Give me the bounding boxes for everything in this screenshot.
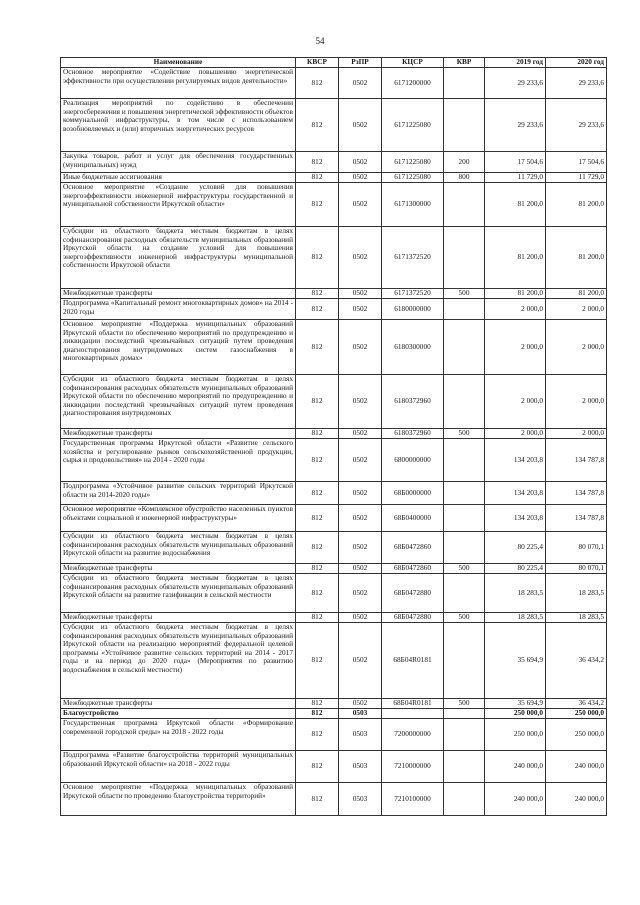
- row-kvr-cell: 500: [444, 564, 485, 574]
- row-kvsr-cell: 812: [296, 623, 339, 699]
- row-kvr-cell: [444, 375, 485, 429]
- row-kcsr-cell: 6180372960: [382, 375, 444, 429]
- row-2020-cell: 134 787,8: [546, 439, 607, 482]
- row-rzpr-cell: 0502: [339, 482, 382, 505]
- row-kvr-cell: [444, 709, 485, 719]
- row-rzpr-cell: 0502: [339, 564, 382, 574]
- row-2019-cell: 2 000,0: [485, 429, 546, 439]
- row-kvsr-cell: 812: [296, 299, 339, 320]
- row-kcsr-cell: 6171372520: [382, 227, 444, 289]
- table-row: [61, 375, 607, 429]
- row-kcsr-cell: 6180000000: [382, 299, 444, 320]
- row-2019-cell: 18 283,5: [485, 613, 546, 623]
- row-kcsr-cell: 7210000000: [382, 751, 444, 783]
- row-name-cell: Межбюджетные трансферты: [61, 429, 296, 439]
- row-rzpr-cell: 0502: [339, 227, 382, 289]
- row-kvr-cell: [444, 320, 485, 375]
- row-kvr-cell: [444, 574, 485, 613]
- row-kvsr-cell: 812: [296, 68, 339, 99]
- row-kvr-cell: [444, 505, 485, 532]
- row-2019-cell: 81 200,0: [485, 227, 546, 289]
- table-row: [61, 289, 607, 299]
- table-row: [61, 299, 607, 320]
- row-kcsr-cell: 68Б0472860: [382, 564, 444, 574]
- row-rzpr-cell: 0503: [339, 719, 382, 751]
- table-row: [61, 709, 607, 719]
- row-2019-cell: 81 200,0: [485, 183, 546, 227]
- row-kcsr-cell: 6800000000: [382, 439, 444, 482]
- row-rzpr-cell: 0502: [339, 99, 382, 152]
- row-2020-cell: 2 000,0: [546, 429, 607, 439]
- page-number: 54: [315, 36, 325, 46]
- row-kcsr-cell: 6171200000: [382, 68, 444, 99]
- row-kvsr-cell: 812: [296, 482, 339, 505]
- row-name-cell: Государственная программа Иркутской области «Формирование современной городской среды» на 2018 - 2022 годы: [61, 719, 296, 751]
- col-header-2019: 2019 год: [485, 58, 546, 68]
- row-rzpr-cell: 0502: [339, 68, 382, 99]
- row-kcsr-cell: 6171300000: [382, 183, 444, 227]
- table-row: [61, 613, 607, 623]
- row-name-cell: Субсидии из областного бюджета местным бюджетам в целях софинансирования расходных обязательств муниципальных образований Иркутской области на развитие газификации в сельской местности: [61, 574, 296, 613]
- row-kvsr-cell: 812: [296, 532, 339, 564]
- col-header-name: Наименование: [61, 58, 296, 68]
- row-2019-cell: 134 203,8: [485, 505, 546, 532]
- row-kvsr-cell: 812: [296, 719, 339, 751]
- row-2019-cell: 35 694,9: [485, 623, 546, 699]
- row-kcsr-cell: 7210100000: [382, 783, 444, 816]
- row-2019-cell: 2 000,0: [485, 299, 546, 320]
- row-2019-cell: 29 233,6: [485, 68, 546, 99]
- row-name-cell: Основное мероприятие «Поддержка муниципальных образований Иркутской области по проведению благоустройства территорий»: [61, 783, 296, 816]
- row-kvsr-cell: 812: [296, 783, 339, 816]
- row-2020-cell: 18 283,5: [546, 613, 607, 623]
- table-row: [61, 227, 607, 289]
- row-rzpr-cell: 0502: [339, 439, 382, 482]
- row-kvsr-cell: 812: [296, 320, 339, 375]
- row-kvr-cell: [444, 719, 485, 751]
- row-2020-cell: 2 000,0: [546, 299, 607, 320]
- row-kvr-cell: [444, 532, 485, 564]
- row-kvsr-cell: 812: [296, 574, 339, 613]
- table-row: [61, 532, 607, 564]
- row-rzpr-cell: 0502: [339, 173, 382, 183]
- row-kcsr-cell: 68Б0472880: [382, 613, 444, 623]
- row-2020-cell: 80 070,1: [546, 532, 607, 564]
- row-rzpr-cell: 0502: [339, 320, 382, 375]
- row-kvr-cell: [444, 623, 485, 699]
- row-2020-cell: 36 434,2: [546, 623, 607, 699]
- row-kvsr-cell: 812: [296, 375, 339, 429]
- col-header-kcsr: КЦСР: [382, 58, 444, 68]
- row-kvsr-cell: 812: [296, 152, 339, 173]
- row-2019-cell: 17 504,6: [485, 152, 546, 173]
- row-kvsr-cell: 812: [296, 429, 339, 439]
- row-rzpr-cell: 0502: [339, 375, 382, 429]
- row-2019-cell: 240 000,0: [485, 783, 546, 816]
- row-2019-cell: 80 225,4: [485, 564, 546, 574]
- row-name-cell: Субсидии из областного бюджета местным бюджетам в целях софинансирования расходных обязательств муниципальных образований Иркутской области на создание условий для повышения энергоэффективности инженерной инфраструктуры муниципальной собственности Иркутской области: [61, 227, 296, 289]
- row-rzpr-cell: 0502: [339, 183, 382, 227]
- row-kvsr-cell: 812: [296, 183, 339, 227]
- table-row: [61, 574, 607, 613]
- row-kcsr-cell: 7200000000: [382, 719, 444, 751]
- row-kvr-cell: 200: [444, 152, 485, 173]
- table-row: [61, 699, 607, 709]
- row-kvsr-cell: 812: [296, 564, 339, 574]
- row-2019-cell: 80 225,4: [485, 532, 546, 564]
- row-2020-cell: 134 787,8: [546, 505, 607, 532]
- table-row: [61, 719, 607, 751]
- table-row: [61, 68, 607, 99]
- row-kvsr-cell: 812: [296, 439, 339, 482]
- row-name-cell: Межбюджетные трансферты: [61, 289, 296, 299]
- row-kcsr-cell: 6171225080: [382, 173, 444, 183]
- row-2020-cell: 36 434,2: [546, 699, 607, 709]
- row-2019-cell: 240 000,0: [485, 751, 546, 783]
- row-2019-cell: 11 729,0: [485, 173, 546, 183]
- row-name-cell: Основное мероприятие «Комплексное обустройство населенных пунктов объектами социальной и инженерной инфраструктуры»: [61, 505, 296, 532]
- row-name-cell: Межбюджетные трансферты: [61, 699, 296, 709]
- col-header-kvr: КВР: [444, 58, 485, 68]
- table-row: [61, 152, 607, 173]
- row-kcsr-cell: 6180372960: [382, 429, 444, 439]
- row-rzpr-cell: 0502: [339, 289, 382, 299]
- row-2019-cell: 18 283,5: [485, 574, 546, 613]
- row-kcsr-cell: 68Б0400000: [382, 505, 444, 532]
- row-kvsr-cell: 812: [296, 751, 339, 783]
- row-2020-cell: 2 000,0: [546, 320, 607, 375]
- row-rzpr-cell: 0502: [339, 299, 382, 320]
- row-name-cell: Реализация мероприятий по содействию в обеспечении энергосбережения и повышения энергетической эффективности объектов коммунальной инфраструктуры, в том числе с использованием возобновляемых и (или) вторичных энергетических ресурсов: [61, 99, 296, 152]
- row-kvr-cell: 500: [444, 613, 485, 623]
- row-kvr-cell: 500: [444, 699, 485, 709]
- table-row: [61, 320, 607, 375]
- row-kcsr-cell: 68Б0472880: [382, 574, 444, 613]
- row-2020-cell: 81 200,0: [546, 183, 607, 227]
- table-row: [61, 173, 607, 183]
- table-row: [61, 183, 607, 227]
- table-row: [61, 505, 607, 532]
- table-row: [61, 439, 607, 482]
- table-row: [61, 99, 607, 152]
- row-name-cell: Иные бюджетные ассигнования: [61, 173, 296, 183]
- row-name-cell: Закупка товаров, работ и услуг для обеспечения государственных (муниципальных) нужд: [61, 152, 296, 173]
- table-row: [61, 623, 607, 699]
- row-name-cell: Государственная программа Иркутской области «Развитие сельского хозяйства и регулирование рынков сельскохозяйственной продукции, сырья и продовольствия» на 2014 - 2020 годы: [61, 439, 296, 482]
- row-rzpr-cell: 0503: [339, 783, 382, 816]
- row-rzpr-cell: 0503: [339, 751, 382, 783]
- row-kvsr-cell: 812: [296, 613, 339, 623]
- row-kcsr-cell: 6171225080: [382, 152, 444, 173]
- row-kcsr-cell: 6180300000: [382, 320, 444, 375]
- row-kvr-cell: [444, 482, 485, 505]
- row-rzpr-cell: 0503: [339, 709, 382, 719]
- row-kcsr-cell: 68Б0472860: [382, 532, 444, 564]
- row-2020-cell: 240 000,0: [546, 751, 607, 783]
- row-kcsr-cell: 6171372520: [382, 289, 444, 299]
- row-rzpr-cell: 0502: [339, 574, 382, 613]
- row-name-cell: Межбюджетные трансферты: [61, 613, 296, 623]
- row-kvsr-cell: 812: [296, 99, 339, 152]
- row-kcsr-cell: 68Б0000000: [382, 482, 444, 505]
- row-name-cell: Подпрограмма «Капитальный ремонт многоквартирных домов» на 2014 - 2020 годы: [61, 299, 296, 320]
- row-2019-cell: 81 200,0: [485, 289, 546, 299]
- row-name-cell: Подпрограмма «Развитие благоустройства территорий муниципальных образований Иркутской области» на 2018 - 2022 годы: [61, 751, 296, 783]
- row-kvsr-cell: 812: [296, 505, 339, 532]
- row-kcsr-cell: [382, 709, 444, 719]
- table-row: [61, 783, 607, 816]
- row-rzpr-cell: 0502: [339, 152, 382, 173]
- row-kvr-cell: [444, 99, 485, 152]
- row-name-cell: Межбюджетные трансферты: [61, 564, 296, 574]
- row-2019-cell: 2 000,0: [485, 320, 546, 375]
- row-2019-cell: 250 000,0: [485, 709, 546, 719]
- row-2020-cell: 17 504,6: [546, 152, 607, 173]
- row-kvr-cell: [444, 439, 485, 482]
- table-row: [61, 482, 607, 505]
- table-header-row: [61, 58, 607, 68]
- row-name-cell: Субсидии из областного бюджета местным бюджетам в целях софинансирования расходных обязательств муниципальных образований Иркутской области на реализацию мероприятий федеральной целевой программы «Устойчивое развитие сельских территорий на 2014 - 2017 годы и на период до 2020 года» (Мероприятия по развитию водоснабжения в сельской местности): [61, 623, 296, 699]
- row-name-cell: Субсидии из областного бюджета местным бюджетам в целях софинансирования расходных обязательств муниципальных образований Иркутской области на развитие водоснабжения: [61, 532, 296, 564]
- row-2019-cell: 134 203,8: [485, 439, 546, 482]
- row-kcsr-cell: 68Б04R0181: [382, 699, 444, 709]
- row-2019-cell: 250 000,0: [485, 719, 546, 751]
- row-kvr-cell: 800: [444, 173, 485, 183]
- row-2020-cell: 81 200,0: [546, 227, 607, 289]
- row-name-cell: Основное мероприятие «Поддержка муниципальных образований Иркутской области по обеспечению мероприятий по предупреждению и ликвидации последствий чрезвычайных ситуаций путем проведения диагностирования внутридомовых систем газоснабжения в многоквартирных домах»: [61, 320, 296, 375]
- row-2020-cell: 80 070,1: [546, 564, 607, 574]
- row-name-cell: Основное мероприятие «Создание условий для повышения энергоэффективности инженерной инфраструктуры государственной и муниципальной собственности Иркутской области»: [61, 183, 296, 227]
- col-header-kvsr: КВСР: [296, 58, 339, 68]
- row-kvsr-cell: 812: [296, 709, 339, 719]
- row-name-cell: Благоустройство: [61, 709, 296, 719]
- row-kcsr-cell: 68Б04R0181: [382, 623, 444, 699]
- row-name-cell: Подпрограмма «Устойчивое развитие сельских территорий Иркутской области на 2014-2020 годы»: [61, 482, 296, 505]
- row-rzpr-cell: 0502: [339, 532, 382, 564]
- table-row: [61, 429, 607, 439]
- row-kvr-cell: [444, 183, 485, 227]
- budget-table: [60, 57, 607, 816]
- row-2020-cell: 250 000,0: [546, 709, 607, 719]
- row-kvsr-cell: 812: [296, 289, 339, 299]
- row-2020-cell: 240 000,0: [546, 783, 607, 816]
- row-2020-cell: 2 000,0: [546, 375, 607, 429]
- row-2019-cell: 29 233,6: [485, 99, 546, 152]
- col-header-rzpr: РзПР: [339, 58, 382, 68]
- row-2020-cell: 250 000,0: [546, 719, 607, 751]
- row-rzpr-cell: 0502: [339, 505, 382, 532]
- row-rzpr-cell: 0502: [339, 613, 382, 623]
- table-row: [61, 751, 607, 783]
- row-2020-cell: 81 200,0: [546, 289, 607, 299]
- row-rzpr-cell: 0502: [339, 623, 382, 699]
- row-2020-cell: 29 233,6: [546, 68, 607, 99]
- row-kcsr-cell: 6171225080: [382, 99, 444, 152]
- row-kvr-cell: 500: [444, 289, 485, 299]
- row-kvr-cell: [444, 751, 485, 783]
- table-row: [61, 564, 607, 574]
- row-2019-cell: 35 694,9: [485, 699, 546, 709]
- row-kvr-cell: 500: [444, 429, 485, 439]
- row-2020-cell: 11 729,0: [546, 173, 607, 183]
- row-kvr-cell: [444, 227, 485, 289]
- row-2020-cell: 29 233,6: [546, 99, 607, 152]
- row-kvsr-cell: 812: [296, 227, 339, 289]
- row-2020-cell: 18 283,5: [546, 574, 607, 613]
- row-2019-cell: 2 000,0: [485, 375, 546, 429]
- row-2020-cell: 134 787,8: [546, 482, 607, 505]
- col-header-2020: 2020 год: [546, 58, 607, 68]
- row-name-cell: Основное мероприятие «Содействие повышению энергетической эффективности при осуществлении регулируемых видов деятельности»: [61, 68, 296, 99]
- row-kvr-cell: [444, 783, 485, 816]
- row-rzpr-cell: 0502: [339, 699, 382, 709]
- row-name-cell: Субсидии из областного бюджета местным бюджетам в целях софинансирования расходных обязательств муниципальных образований Иркутской области по обеспечению мероприятий по предупреждению и ликвидации последствий чрезвычайных ситуаций путем проведения диагностирования внутридомовых: [61, 375, 296, 429]
- row-kvsr-cell: 812: [296, 173, 339, 183]
- row-rzpr-cell: 0502: [339, 429, 382, 439]
- row-kvr-cell: [444, 68, 485, 99]
- row-2019-cell: 134 203,8: [485, 482, 546, 505]
- row-kvsr-cell: 812: [296, 699, 339, 709]
- row-kvr-cell: [444, 299, 485, 320]
